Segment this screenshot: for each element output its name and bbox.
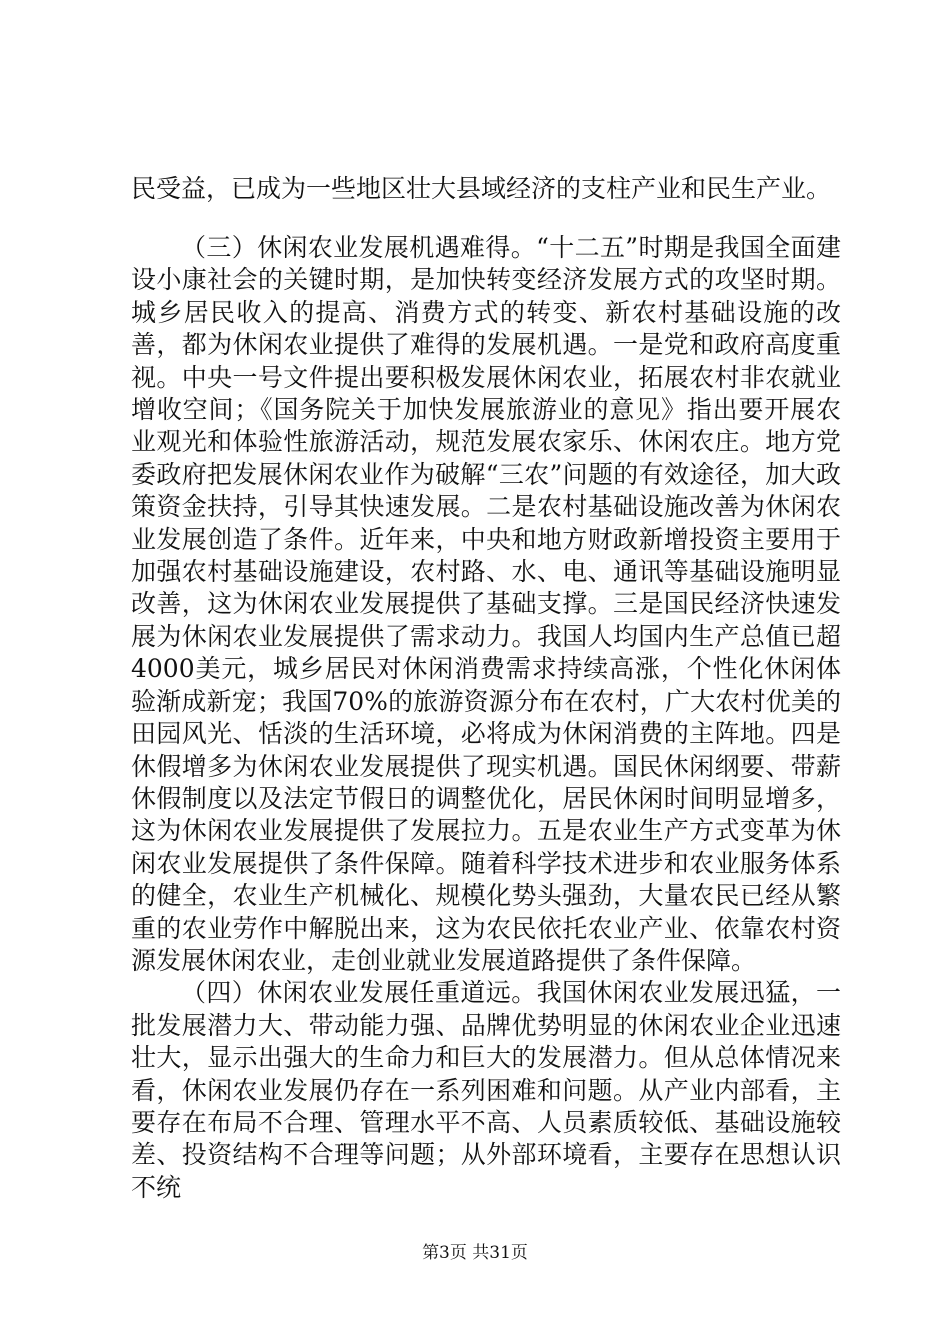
text-block-top (131, 173, 841, 205)
text-block-main (131, 232, 841, 1204)
paragraph-continuation: 民受益，已成为一些地区壮大县域经济的支柱产业和民生产业。 (131, 174, 832, 203)
page-footer (0, 1241, 950, 1265)
page-number-label: 第3页 共31页 (422, 1243, 528, 1263)
paragraph-section-three: （三）休闲农业发展机遇难得。“十二五”时期是我国全面建设小康社会的关键时期，是加快转变经济发展方式的攻坚时期。城乡居民收入的提高、消费方式的转变、新农村基础设施的改善，都为休闲农业提供了难得的发展机遇。一是党和政府高度重视。中央一号文件提出要积极发展休闲农业，拓展农村非农就业增收空间；《国务院关于加快发展旅游业的意见》指出要开展农业观光和体验性旅游活动，规范发展农家乐、休闲农庄。地方党委政府把发展休闲农业作为破解“三农”问题的有效途径，加大政策资金扶持，引导其快速发展。二是农村基础设施改善为休闲农业发展创造了条件。近年来，中央和地方财政新增投资主要用于加强农村基础设施建设，农村路、水、电、通讯等基础设施明显改善，这为休闲农业发展提供了基础支撑。三是国民经济快速发展为休闲农业发展提供了需求动力。我国人均国内生产总值已超4000美元，城乡居民对休闲消费需求持续高涨，个性化休闲体验渐成新宠；我国70%的旅游资源分布在农村，广大农村优美的田园风光、恬淡的生活环境，必将成为休闲消费的主阵地。四是休假增多为休闲农业发展提供了现实机遇。国民休闲纲要、带薪休假制度以及法定节假日的调整优化，居民休闲时间明显增多，这为休闲农业发展提供了发展拉力。五是农业生产方式变革为休闲农业发展提供了条件保障。随着科学技术进步和农业服务体系的健全，农业生产机械化、规模化势头强劲，大量农民已经从繁重的农业劳作中解脱出来，这为农民依托农业产业、依靠农村资源发展休闲农业，走创业就业发展道路提供了条件保障。 (131, 233, 841, 975)
paragraph-section-four: （四）休闲农业发展任重道远。我国休闲农业发展迅猛，一批发展潜力大、带动能力强、品牌优势明显的休闲农业企业迅速壮大，显示出强大的生命力和巨大的发展潜力。但从总体情况来看，休闲农业发展仍存在一系列困难和问题。从产业内部看，主要存在布局不合理、管理水平不高、人员素质较低、基础设施较差、投资结构不合理等问题；从外部环境看，主要存在思想认识不统 (131, 978, 841, 1202)
